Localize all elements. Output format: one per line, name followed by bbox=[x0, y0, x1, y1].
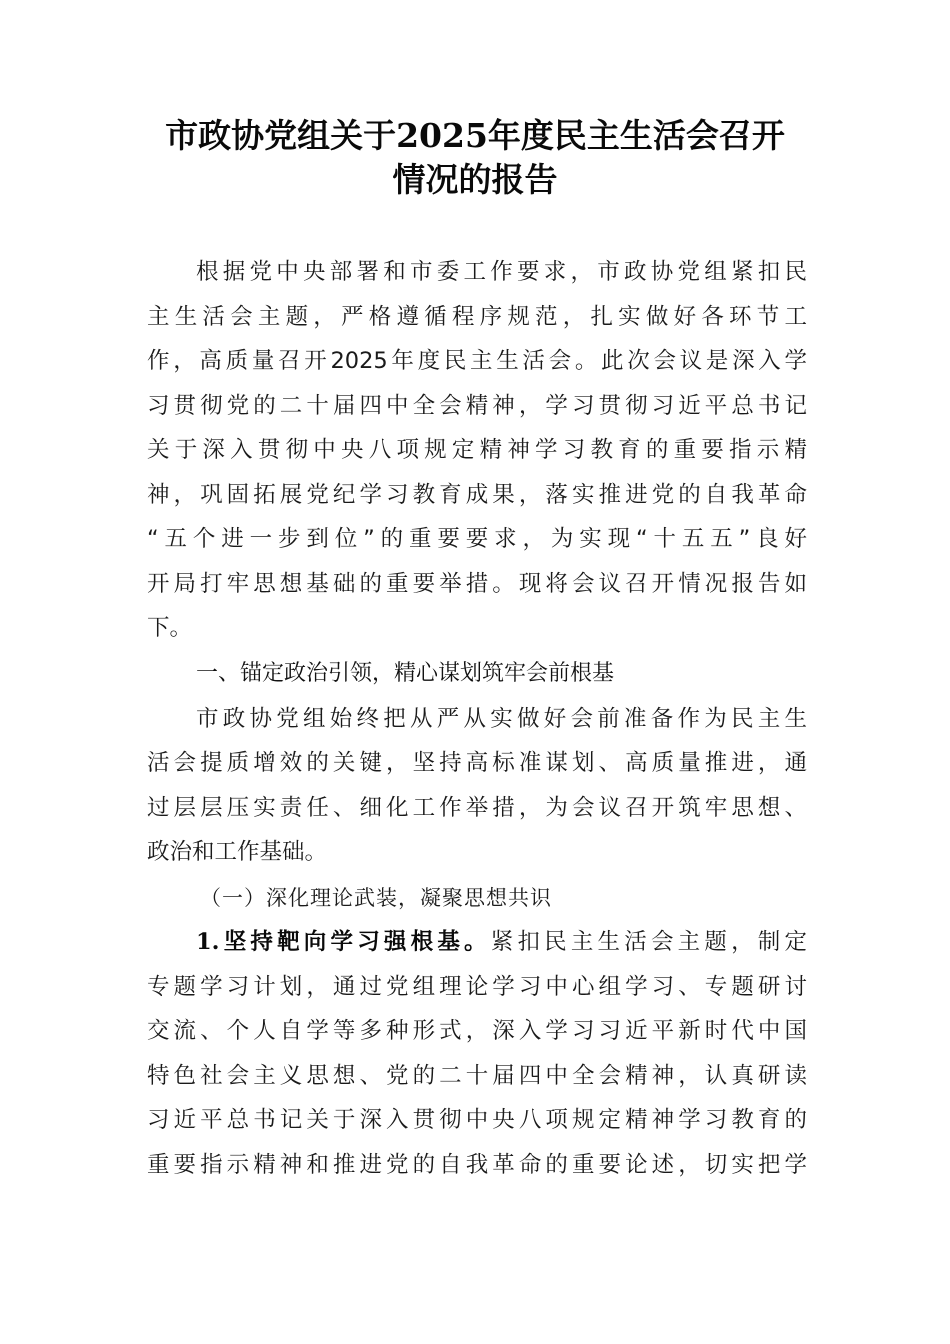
paragraph-1-line: 根据党中央部署和市委工作要求，市政协党组紧扣民 bbox=[196, 259, 807, 285]
document-title-line-1: 市政协党组关于2025年度民主生活会召开 bbox=[165, 116, 785, 155]
document-title-line-2: 情况的报告 bbox=[392, 160, 558, 199]
item-1-first-line-rest: 紧扣民主生活会主题，制定 bbox=[490, 929, 807, 955]
paragraph-1-line: 关于深入贯彻中央八项规定精神学习教育的重要指示精 bbox=[147, 437, 807, 463]
item-1-line: 习近平总书记关于深入贯彻中央八项规定精神学习教育的 bbox=[147, 1107, 807, 1133]
paragraph-1-line: 神，巩固拓展党纪学习教育成果，落实推进党的自我革命 bbox=[147, 482, 807, 508]
section-1-intro-line: 活会提质增效的关键，坚持高标准谋划、高质量推进，通 bbox=[147, 750, 807, 776]
subsection-1-heading: （一）深化理论武装，凝聚思想共识 bbox=[200, 886, 552, 910]
section-1-intro-line: 政治和工作基础。 bbox=[147, 839, 328, 865]
section-1-intro-line: 市政协党组始终把从严从实做好会前准备作为民主生 bbox=[196, 706, 807, 732]
item-1-line: 交流、个人自学等多种形式，深入学习习近平新时代中国 bbox=[147, 1018, 807, 1044]
paragraph-1-line: 主生活会主题，严格遵循程序规范，扎实做好各环节工 bbox=[147, 304, 807, 330]
item-1-line: 特色社会主义思想、党的二十届四中全会精神，认真研读 bbox=[147, 1063, 807, 1089]
item-1-lead: 1.坚持靶向学习强根基。 bbox=[196, 929, 491, 955]
section-1-intro-line: 过层层压实责任、细化工作举措，为会议召开筑牢思想、 bbox=[147, 795, 807, 821]
paragraph-1-line: 习贯彻党的二十届四中全会精神，学习贯彻习近平总书记 bbox=[147, 393, 807, 419]
paragraph-1-line: 下。 bbox=[147, 615, 193, 641]
paragraph-1-line: 开局打牢思想基础的重要举措。现将会议召开情况报告如 bbox=[147, 571, 807, 597]
section-1-heading: 一、锚定政治引领，精心谋划筑牢会前根基 bbox=[196, 661, 615, 686]
item-1-line: 专题学习计划，通过党组理论学习中心组学习、专题研讨 bbox=[147, 974, 807, 1000]
paragraph-1-line: 作，高质量召开2025年度民主生活会。此次会议是深入学 bbox=[147, 348, 807, 374]
item-1-line: 重要指示精神和推进党的自我革命的重要论述，切实把学 bbox=[147, 1152, 807, 1178]
item-1-first-line bbox=[196, 920, 807, 964]
paragraph-1-line: “五个进一步到位”的重要要求，为实现“十五五”良好 bbox=[147, 526, 807, 552]
